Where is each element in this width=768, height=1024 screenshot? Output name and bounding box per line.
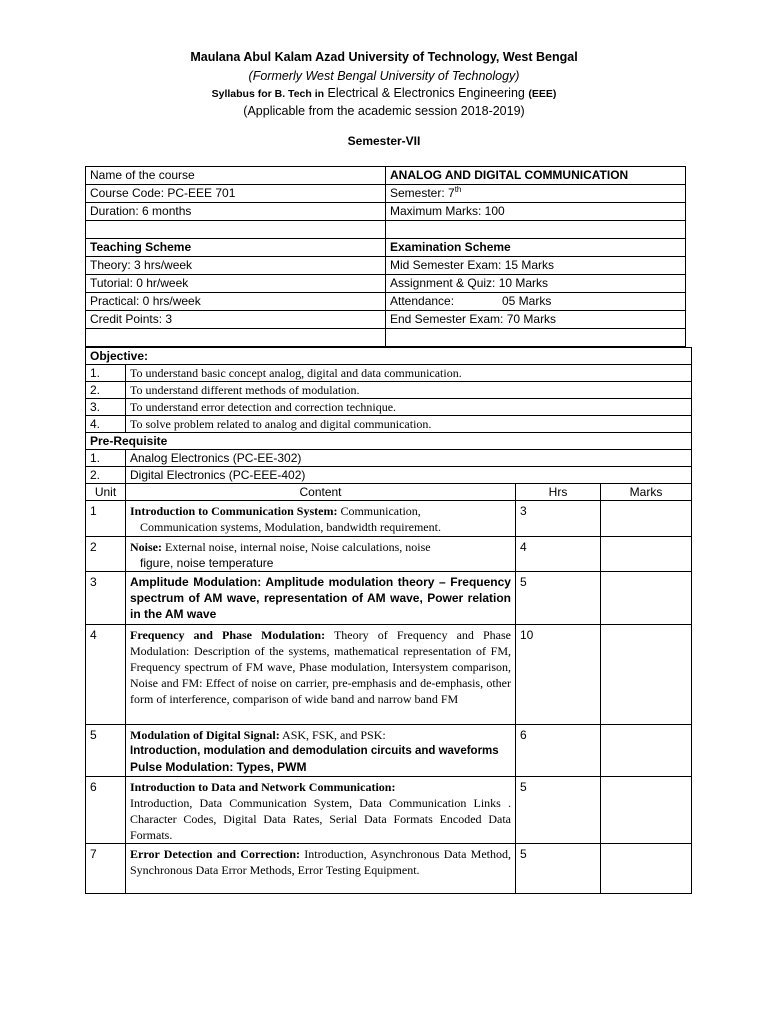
unit-title: Frequency and Phase Modulation: <box>130 628 326 642</box>
unit-marks <box>601 777 692 844</box>
unit-content <box>126 844 516 894</box>
unit-title: Amplitude Modulation: <box>130 575 262 589</box>
semester-sup: th <box>454 185 462 194</box>
theory-hours: Theory: 3 hrs/week <box>86 257 386 275</box>
university-name: Maulana Abul Kalam Azad University of Technology, West Bengal <box>190 50 578 64</box>
assignment-marks: Assignment & Quiz: 10 Marks <box>386 275 686 293</box>
objective-text: To understand error detection and correction technique. <box>126 399 692 416</box>
table-row <box>86 203 686 221</box>
unit-number: 5 <box>86 725 126 777</box>
unit-marks <box>601 725 692 777</box>
unit-content <box>126 501 516 537</box>
unit-content <box>126 777 516 844</box>
semester-cell <box>386 185 686 203</box>
prereq-text: Digital Electronics (PC-EEE-402) <box>126 467 692 484</box>
semester-title: Semester-VII <box>347 134 421 148</box>
unit-text: Introduction, Asynchronous Data Method, Synchronous Data Error Methods, Error Testing Equipment. <box>130 847 512 877</box>
unit-marks <box>601 572 692 625</box>
table-row <box>86 257 686 275</box>
applicable-session: (Applicable from the academic session 2018-2019) <box>243 104 525 118</box>
unit-text: Communication, <box>337 504 421 518</box>
end-semester-marks: End Semester Exam: 70 Marks <box>386 311 686 329</box>
unit-hrs: 4 <box>516 537 601 572</box>
unit-number: 4 <box>86 625 126 725</box>
former-name: (Formerly West Bengal University of Technology) <box>248 69 520 83</box>
objective-title: Objective: <box>86 348 692 365</box>
unit-text: ASK, FSK, and PSK: <box>279 728 386 742</box>
objective-row <box>86 382 692 399</box>
unit-marks <box>601 537 692 572</box>
attendance-label: Attendance: <box>390 294 455 308</box>
unit-text-line3: Pulse Modulation: Types, PWM <box>130 760 307 774</box>
unit-header: Unit <box>86 484 126 501</box>
objective-num: 3. <box>86 399 126 416</box>
syllabus-program: Electrical & Electronics Engineering <box>327 86 525 100</box>
unit-hrs: 5 <box>516 844 601 894</box>
content-header: Content <box>126 484 516 501</box>
unit-title: Introduction to Communication System: <box>130 504 338 518</box>
unit-text: External noise, internal noise, Noise calculations, noise <box>162 540 431 554</box>
unit-marks <box>601 501 692 537</box>
objective-num: 1. <box>86 365 126 382</box>
unit-title: Error Detection and Correction: <box>130 847 301 861</box>
unit-row <box>86 725 692 777</box>
practical-hours: Practical: 0 hrs/week <box>86 293 386 311</box>
blank-row <box>86 329 686 347</box>
course-info-table <box>85 166 686 347</box>
credit-points: Credit Points: 3 <box>86 311 386 329</box>
table-row <box>86 311 686 329</box>
syllabus-abbr: (EEE) <box>528 88 557 100</box>
unit-content <box>126 625 516 725</box>
objective-text: To solve problem related to analog and digital communication. <box>126 416 692 433</box>
attendance-cell <box>386 293 686 311</box>
table-row <box>86 275 686 293</box>
course-name-label: Name of the course <box>86 167 386 185</box>
unit-hrs: 6 <box>516 725 601 777</box>
unit-text-line2: Communication systems, Modulation, bandwidth requirement. <box>140 520 441 534</box>
unit-number: 3 <box>86 572 126 625</box>
objective-row <box>86 416 692 433</box>
unit-text: Amplitude modulation theory – Frequency spectrum of AM wave, representation of AM wave, Power relation in the AM wave <box>130 575 511 621</box>
table-row <box>86 239 686 257</box>
unit-content <box>126 725 516 777</box>
hrs-header: Hrs <box>516 484 601 501</box>
unit-number: 2 <box>86 537 126 572</box>
prereq-title: Pre-Requisite <box>86 433 692 450</box>
unit-row <box>86 777 692 844</box>
prereq-text: Analog Electronics (PC-EE-302) <box>126 450 692 467</box>
unit-title: Noise: <box>130 540 162 554</box>
prereq-row <box>86 467 692 484</box>
syllabus-table <box>85 347 692 894</box>
objective-row <box>86 365 692 382</box>
course-code: Course Code: PC-EEE 701 <box>86 185 386 203</box>
unit-text-line2: Introduction, modulation and demodulation circuits and waveforms <box>130 745 499 757</box>
prereq-title-row <box>86 433 692 450</box>
max-marks: Maximum Marks: 100 <box>386 203 686 221</box>
unit-number: 6 <box>86 777 126 844</box>
prereq-num: 1. <box>86 450 126 467</box>
table-row <box>86 167 686 185</box>
unit-number: 1 <box>86 501 126 537</box>
unit-hrs: 3 <box>516 501 601 537</box>
semester-label: Semester: 7 <box>390 186 455 200</box>
unit-number: 7 <box>86 844 126 894</box>
unit-marks <box>601 625 692 725</box>
unit-row <box>86 572 692 625</box>
unit-text: Introduction, Data Communication System, Data Communication Links . Character Codes, Digital Data Rates, Serial Data Formats Encoded Data Formats. <box>130 796 511 842</box>
teaching-scheme-title: Teaching Scheme <box>86 239 386 257</box>
prereq-num: 2. <box>86 467 126 484</box>
attendance-value: 05 Marks <box>502 294 552 308</box>
objective-num: 4. <box>86 416 126 433</box>
objective-text: To understand basic concept analog, digital and data communication. <box>126 365 692 382</box>
exam-scheme-title: Examination Scheme <box>386 239 686 257</box>
objective-title-row <box>86 348 692 365</box>
unit-hrs: 10 <box>516 625 601 725</box>
unit-content <box>126 572 516 625</box>
marks-header: Marks <box>601 484 692 501</box>
unit-text: Theory of Frequency and Phase Modulation: Description of the systems, mathematical representation of FM, Frequency spectrum of FM wave, Phase modulation, Intersystem comparison, Noise and FM: Effect of noise on carrier, pre-emphasis and de-emphasis, other form of interference, comparison of wide band and narrow band FM <box>130 628 511 706</box>
course-name-value: ANALOG AND DIGITAL COMMUNICATION <box>386 167 686 185</box>
unit-row <box>86 844 692 894</box>
unit-text-line2: figure, noise temperature <box>140 556 274 570</box>
objective-row <box>86 399 692 416</box>
syllabus-prefix: Syllabus for B. Tech in <box>211 88 325 100</box>
syllabus-line <box>0 86 768 100</box>
unit-row <box>86 625 692 725</box>
unit-title: Modulation of Digital Signal: <box>130 728 280 742</box>
unit-hrs: 5 <box>516 777 601 844</box>
unit-hrs: 5 <box>516 572 601 625</box>
unit-row <box>86 537 692 572</box>
prereq-row <box>86 450 692 467</box>
objective-text: To understand different methods of modulation. <box>126 382 692 399</box>
objective-num: 2. <box>86 382 126 399</box>
blank-row <box>86 221 686 239</box>
duration: Duration: 6 months <box>86 203 386 221</box>
table-row <box>86 293 686 311</box>
unit-row <box>86 501 692 537</box>
unit-content <box>126 537 516 572</box>
mid-semester-marks: Mid Semester Exam: 15 Marks <box>386 257 686 275</box>
table-row <box>86 185 686 203</box>
units-header-row <box>86 484 692 501</box>
unit-marks <box>601 844 692 894</box>
unit-title: Introduction to Data and Network Communication: <box>130 780 396 794</box>
tutorial-hours: Tutorial: 0 hr/week <box>86 275 386 293</box>
